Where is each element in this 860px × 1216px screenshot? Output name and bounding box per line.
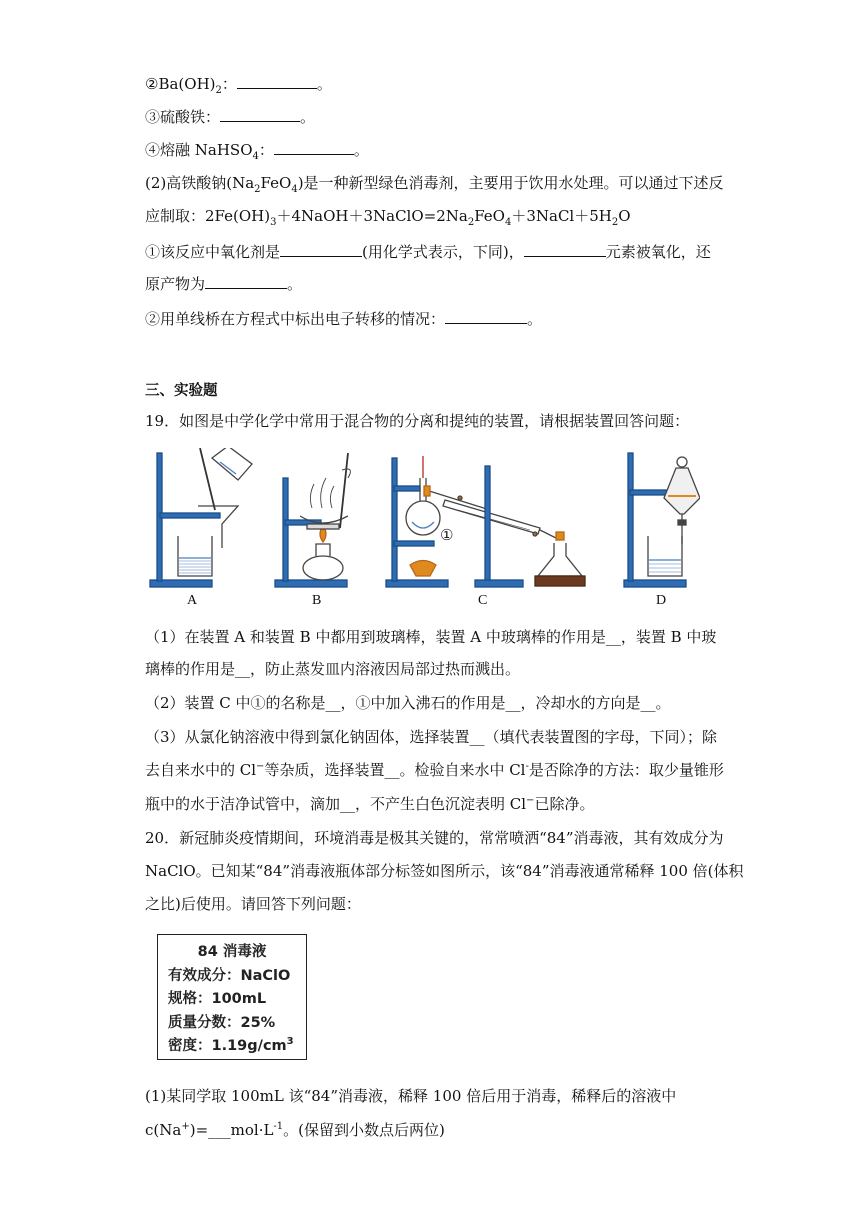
apparatus-c (386, 456, 585, 587)
question-19-3a: （3）从氯化钠溶液中得到氯化钠固体，选择装置__（填代表装置图的字母，下同）；除 (145, 728, 718, 746)
question-20a: 20．新冠肺炎疫情期间，环境消毒是极其关键的，常常喷洒“84”消毒液，其有效成分为 (145, 829, 724, 847)
label-row-density: 密度：$1.19g/cm^3$ (168, 1036, 294, 1054)
question-19-3b: 去自来水中的 Cl−等杂质，选择装置__。检验自来水中 Cl-是否除净的方法：取少量锥形 (145, 761, 724, 779)
answer-blank[interactable] (205, 274, 287, 289)
question-19-1b: 璃棒的作用是__，防止蒸发皿内溶液因局部过热而溅出。 (145, 660, 521, 678)
question-20c: 之比)后使用。请回答下列问题： (145, 895, 361, 913)
figure-label-c: C (478, 593, 488, 608)
label-title: 84 消毒液 (197, 944, 267, 960)
disinfectant-label (157, 934, 307, 1060)
figure-label-a: A (187, 593, 198, 608)
question-20-1a: (1)某同学取 100mL 该“84”消毒液，稀释 100 倍后用于消毒，稀释后的溶液中 (145, 1087, 677, 1105)
answer-blank[interactable] (445, 309, 527, 324)
section-heading: 三、实验题 (145, 383, 218, 399)
apparatus-figure (140, 448, 700, 618)
reaction-equation: 应制取：$2Fe(OH)_3+4NaOH+3NaClO=2Na_2FeO_4+3NaCl+5H_2O$ (145, 207, 631, 228)
question-19-2: （2）装置 C 中①的名称是__，①中加入沸石的作用是__，冷却水的方向是__。 (145, 694, 671, 712)
answer-blank[interactable] (274, 140, 354, 155)
question-19-3c: 瓶中的水于洁净试管中，滴加__，不产生白色沉淀表明 Cl−已除净。 (145, 795, 595, 813)
answer-blank[interactable] (220, 107, 300, 122)
answer-blank[interactable] (280, 242, 362, 257)
label-row-ingredient: 有效成分：NaClO (168, 967, 291, 984)
apparatus-d (624, 453, 700, 587)
question-reduction-product: 原产物为 。 (145, 275, 303, 293)
question-19-1a: （1）在装置 A 和装置 B 中都用到玻璃棒，装置 A 中玻璃棒的作用是__，装置 B 中玻 (145, 628, 717, 646)
circle-one-label: ① (440, 526, 454, 544)
apparatus-a (150, 448, 252, 587)
answer-line-nahso4: ④熔融 NaHSO$_4$： 。 (145, 141, 369, 162)
figure-label-b: B (312, 593, 322, 608)
question-oxidant: ①该反应中氧化剂是 (用化学式表示，下同)， 元素被氧化，还 (145, 243, 711, 261)
figure-label-d: D (656, 593, 667, 608)
answer-line-ba-oh2: $②Ba(OH)_2$： 。 (145, 75, 332, 96)
apparatus-b (275, 453, 350, 587)
label-row-mass-fraction: 质量分数：25% (168, 1014, 276, 1031)
answer-blank[interactable] (524, 242, 606, 257)
answer-blank[interactable] (237, 74, 317, 89)
question-20b: NaClO。已知某“84”消毒液瓶体部分标签如图所示，该“84”消毒液通常稀释 100 倍(体积 (145, 862, 744, 880)
question-electron-transfer: ②用单线桥在方程式中标出电子转移的情况： 。 (145, 310, 543, 328)
answer-line-iron-sulfate: ③硫酸铁： 。 (145, 108, 316, 126)
question-2-intro: (2)高铁酸钠$(Na_2FeO_4)$是一种新型绿色消毒剂，主要用于饮用水处理。可以通过下述反 (145, 174, 724, 195)
label-row-spec: 规格：100mL (168, 991, 267, 1007)
question-20-1b: $c(Na^+)=\_\_\_mol\cdot L^{-1}$。(保留到小数点后两位) (145, 1121, 445, 1139)
question-19: 19．如图是中学化学中常用于混合物的分离和提纯的装置，请根据装置回答问题： (145, 412, 690, 430)
